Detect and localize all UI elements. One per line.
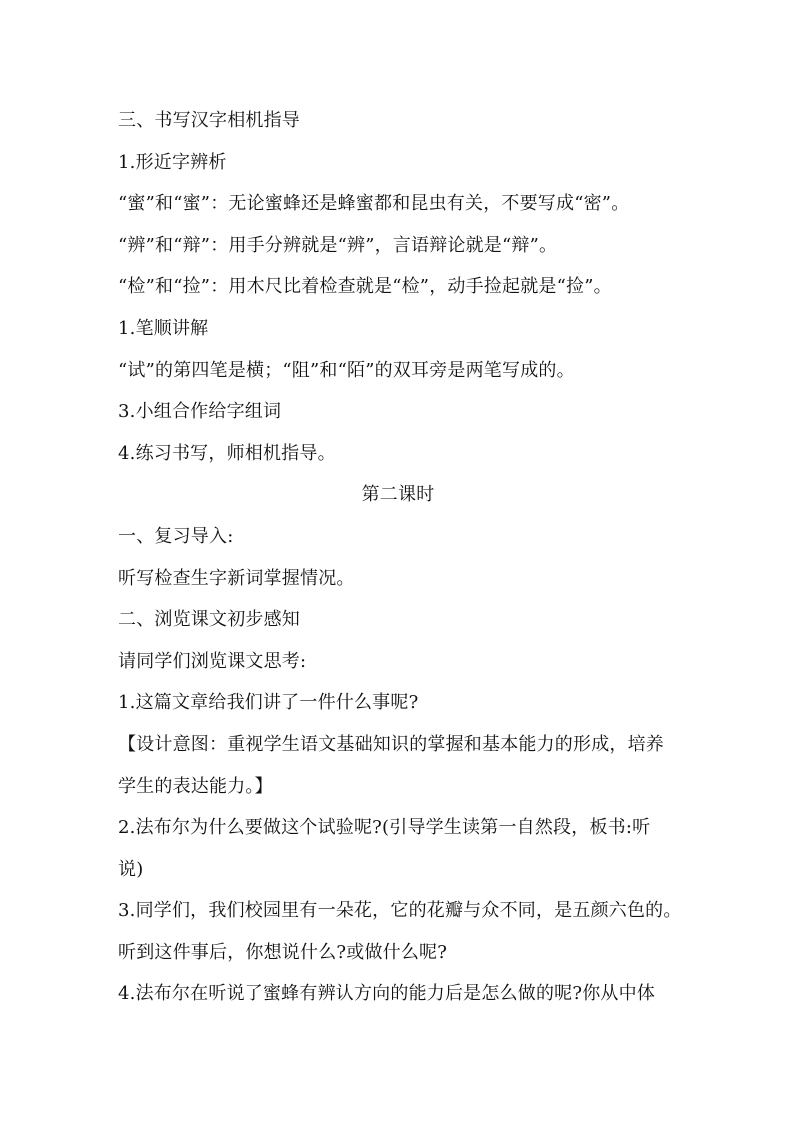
paragraph-stroke-order-note: “试”的第四笔是横；“阻”和“陌”的双耳旁是两笔写成的。 <box>118 359 575 381</box>
question-1: 1.这篇文章给我们讲了一件什么事呢? <box>118 692 419 714</box>
design-intent-line-1: 【设计意图：重视学生语文基础知识的掌握和基本能力的形成，培养 <box>118 733 664 755</box>
paragraph-bian-comparison: “辨”和“辩”：用手分辨就是“辨”，言语辩论就是“辩”。 <box>118 234 558 256</box>
lesson-title-second-period: 第二课时 <box>361 484 435 506</box>
subheading-group-word-building: 3.小组合作给字组词 <box>118 401 282 423</box>
question-3-line-1: 3.同学们，我们校园里有一朵花，它的花瓣与众不同，是五颜六色的。 <box>118 900 682 922</box>
subheading-stroke-order: 1.笔顺讲解 <box>118 317 209 339</box>
paragraph-mi-comparison: “蜜”和“蜜”：无论蜜蜂还是蜂蜜都和昆虫有关，不要写成“密”。 <box>118 193 630 215</box>
subheading-writing-practice: 4.练习书写，师相机指导。 <box>118 442 336 464</box>
paragraph-jian-comparison: “检”和“捡”：用木尺比着检查就是“检”，动手捡起就是“捡”。 <box>118 276 612 298</box>
question-3-line-2: 听到这件事后，你想说什么?或做什么呢? <box>118 941 448 963</box>
section-heading-writing-guidance: 三、书写汉字相机指导 <box>118 110 300 131</box>
paragraph-dictation-check: 听写检查生字新词掌握情况。 <box>118 567 355 589</box>
subheading-similar-characters: 1.形近字辨析 <box>118 151 227 173</box>
section-heading-review: 一、复习导入: <box>118 525 234 547</box>
design-intent-line-2: 学生的表达能力。】 <box>118 775 273 797</box>
paragraph-browse-prompt: 请同学们浏览课文思考: <box>118 650 307 672</box>
question-2-line-2: 说) <box>118 858 144 880</box>
document-body <box>118 100 682 1015</box>
section-heading-browse-text: 二、浏览课文初步感知 <box>118 609 300 631</box>
question-4-line-1: 4.法布尔在听说了蜜蜂有辨认方向的能力后是怎么做的呢?你从中体 <box>118 983 656 1005</box>
question-2-line-1: 2.法布尔为什么要做这个试验呢?(引导学生读第一自然段，板书:听 <box>118 817 651 839</box>
